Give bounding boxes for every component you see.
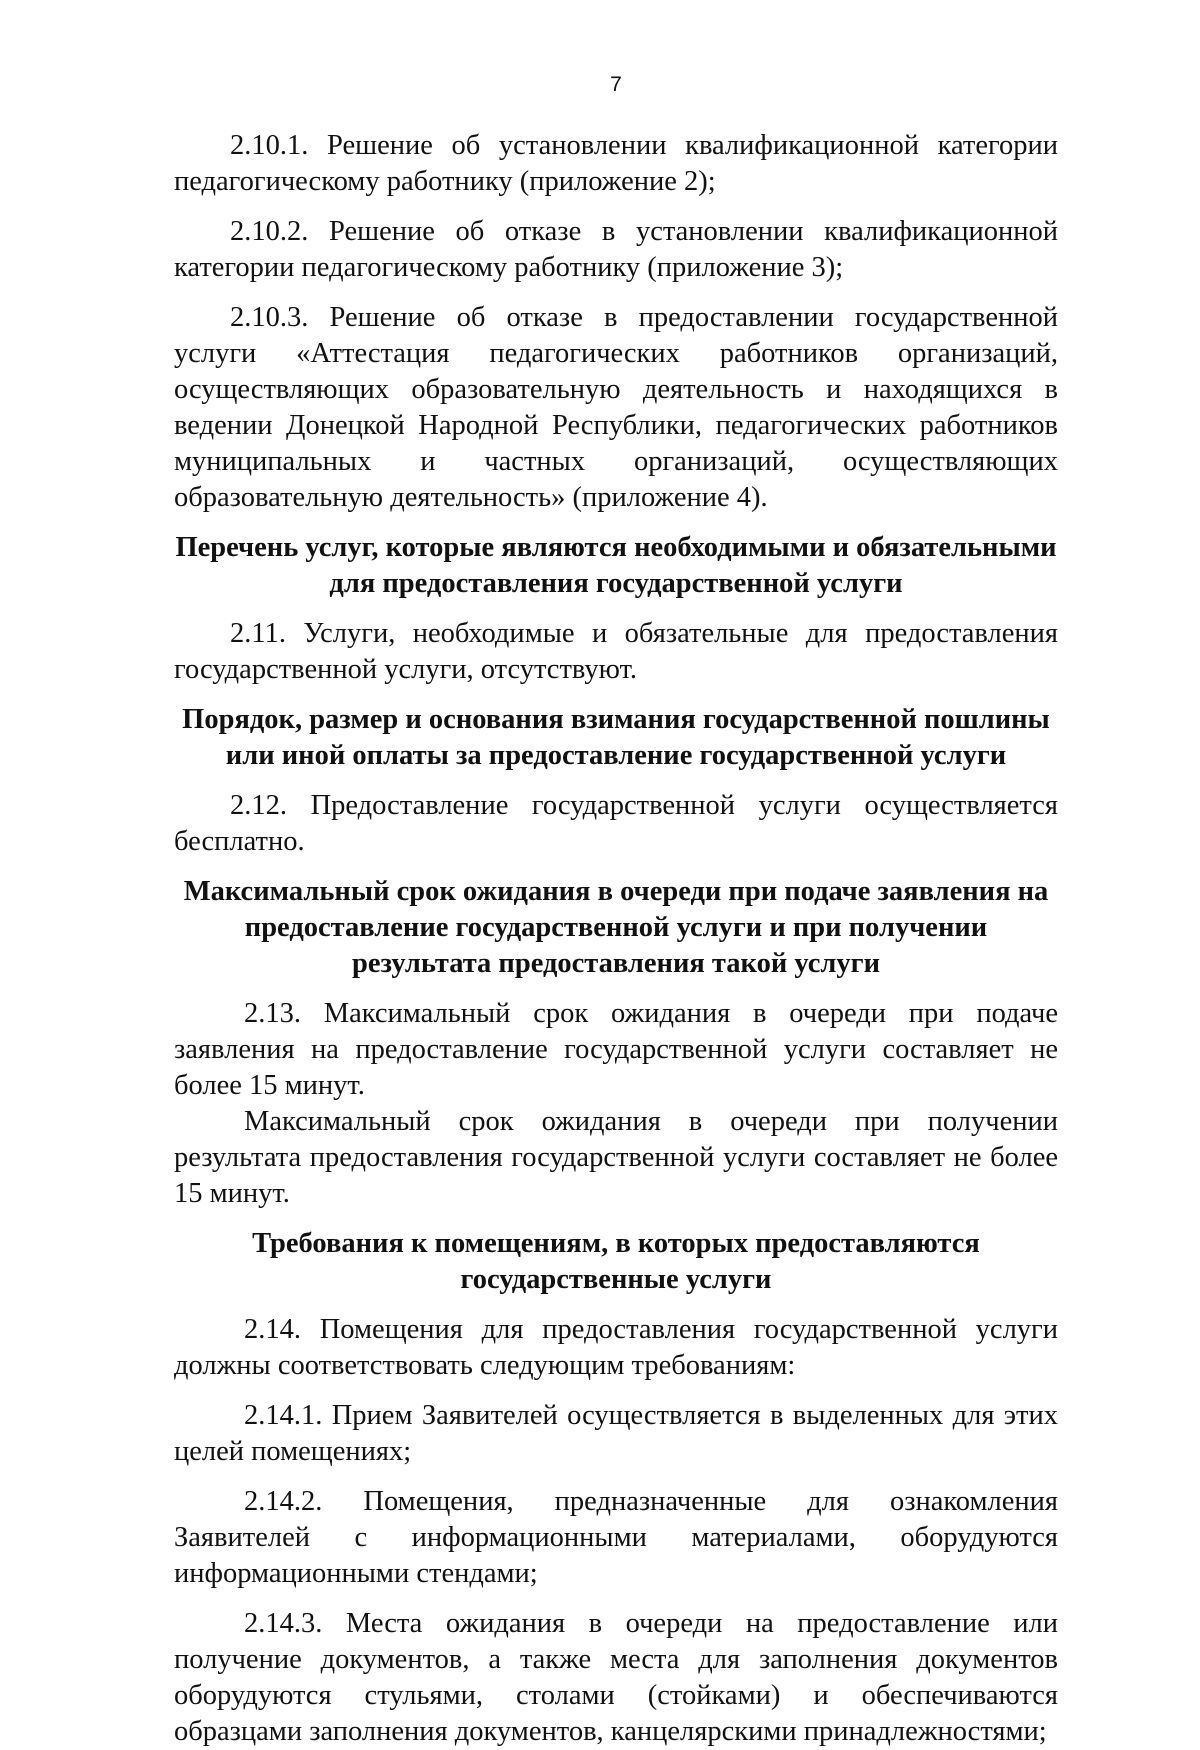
paragraph-2-14-2: 2.14.2. Помещения, предназначенные для ознакомления Заявителей с информационными материалами, оборудуются информационными стендами;: [174, 1486, 1058, 1589]
paragraph-2-10-3: 2.10.3. Решение об отказе в предоставлении государственной услуги «Аттестация педагогических работников организаций, осуществляющих образовательную деятельность и находящихся в ведении Донецкой Народной Республики, педагогических работников муниципальных и частных организаций, осуществляющих образовательную деятельность» (приложение 4).: [174, 302, 1058, 513]
section-heading-premises: Требования к помещениям, в которых предоставляются государственные услуги: [252, 1228, 980, 1295]
paragraph-2-14: 2.14. Помещения для предоставления государственной услуги должны соответствовать следующим требованиям:: [174, 1314, 1058, 1381]
paragraph-2-10-1: 2.10.1. Решение об установлении квалификационной категории педагогическому работнику (приложение 2);: [174, 130, 1058, 197]
section-heading-waiting-time: Максимальный срок ожидания в очереди при подаче заявления на предоставление государственной услуги и при получении результата предоставления такой услуги: [183, 876, 1049, 979]
paragraph-2-14-3: 2.14.3. Места ожидания в очереди на предоставление или получение документов, а также места для заполнения документов оборудуются стульями, столами (стойками) и обеспечиваются образцами заполнения документов, канцелярскими принадлежностями;: [174, 1608, 1058, 1747]
section-heading-state-fee: Порядок, размер и основания взимания государственной пошлины или иной оплаты за предоставление государственной услуги: [182, 704, 1050, 771]
section-heading-required-services: Перечень услуг, которые являются необходимыми и обязательными для предоставления государственной услуги: [175, 532, 1057, 599]
page-number: 7: [610, 73, 622, 96]
paragraph-2-11: 2.11. Услуги, необходимые и обязательные для предоставления государственной услуги, отсутствуют.: [174, 618, 1058, 685]
paragraph-2-14-1: 2.14.1. Прием Заявителей осуществляется в выделенных для этих целей помещениях;: [174, 1400, 1058, 1467]
paragraph-2-10-2: 2.10.2. Решение об отказе в установлении квалификационной категории педагогическому работнику (приложение 3);: [174, 216, 1058, 283]
paragraph-2-13: 2.13. Максимальный срок ожидания в очереди при подаче заявления на предоставление государственной услуги составляет не более 15 минут.: [174, 998, 1058, 1101]
paragraph-2-12: 2.12. Предоставление государственной услуги осуществляется бесплатно.: [174, 790, 1058, 857]
paragraph-2-13-result: Максимальный срок ожидания в очереди при получении результата предоставления государственной услуги составляет не более 15 минут.: [174, 1106, 1058, 1209]
